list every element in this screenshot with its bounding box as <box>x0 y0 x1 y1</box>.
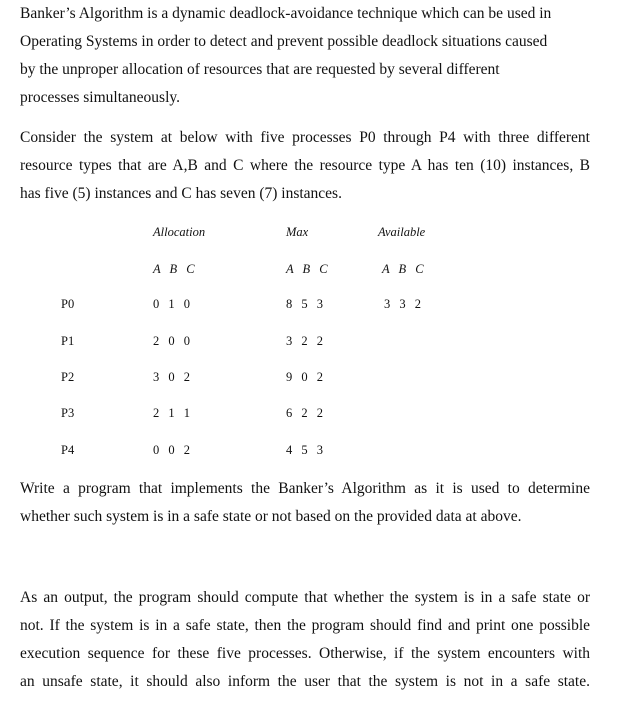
output-line: an unsafe state, it should also inform the user that the system is not in a safe state. <box>20 673 590 690</box>
output-line: not. If the system is in a safe state, then the program should find and print one possible <box>20 617 590 634</box>
allocation-header: Allocation <box>153 225 206 239</box>
available-cell: 3 3 2 <box>384 297 424 311</box>
output-line: execution sequence for these five processes. Otherwise, if the system encounters with <box>20 645 590 662</box>
intro-line: processes simultaneously. <box>20 89 180 106</box>
max-cell: 3 2 2 <box>286 334 326 348</box>
allocation-subheader: A B C <box>153 262 198 276</box>
consider-line: has five (5) instances and C has seven (7) instances. <box>20 185 342 202</box>
allocation-cell: 2 1 1 <box>153 406 193 420</box>
consider-line: Consider the system at below with five processes P0 through P4 with three different <box>20 129 590 146</box>
max-subheader: A B C <box>286 262 331 276</box>
allocation-cell: 3 0 2 <box>153 370 193 384</box>
intro-line: Operating Systems in order to detect and prevent possible deadlock situations caused <box>20 33 548 50</box>
process-label: P2 <box>61 370 75 384</box>
intro-line: by the unproper allocation of resources that are requested by several different <box>20 61 500 78</box>
task-line: whether such system is in a safe state or not based on the provided data at above. <box>20 508 522 525</box>
max-cell: 4 5 3 <box>286 443 326 457</box>
intro-line: Banker’s Algorithm is a dynamic deadlock-avoidance technique which can be used in <box>20 5 552 22</box>
output-line: As an output, the program should compute that whether the system is in a safe state or <box>20 589 590 606</box>
allocation-cell: 2 0 0 <box>153 334 193 348</box>
task-line: Write a program that implements the Banker’s Algorithm as it is used to determine <box>20 480 590 497</box>
allocation-cell: 0 1 0 <box>153 297 193 311</box>
process-label: P4 <box>61 443 75 457</box>
available-header: Available <box>378 225 426 239</box>
consider-line: resource types that are A,B and C where the resource type A has ten (10) instances, B <box>20 157 590 174</box>
process-label: P0 <box>61 297 75 311</box>
max-header: Max <box>286 225 309 239</box>
available-subheader: A B C <box>382 262 427 276</box>
max-cell: 9 0 2 <box>286 370 326 384</box>
max-cell: 6 2 2 <box>286 406 326 420</box>
process-label: P3 <box>61 406 75 420</box>
allocation-cell: 0 0 2 <box>153 443 193 457</box>
max-cell: 8 5 3 <box>286 297 326 311</box>
process-label: P1 <box>61 334 75 348</box>
